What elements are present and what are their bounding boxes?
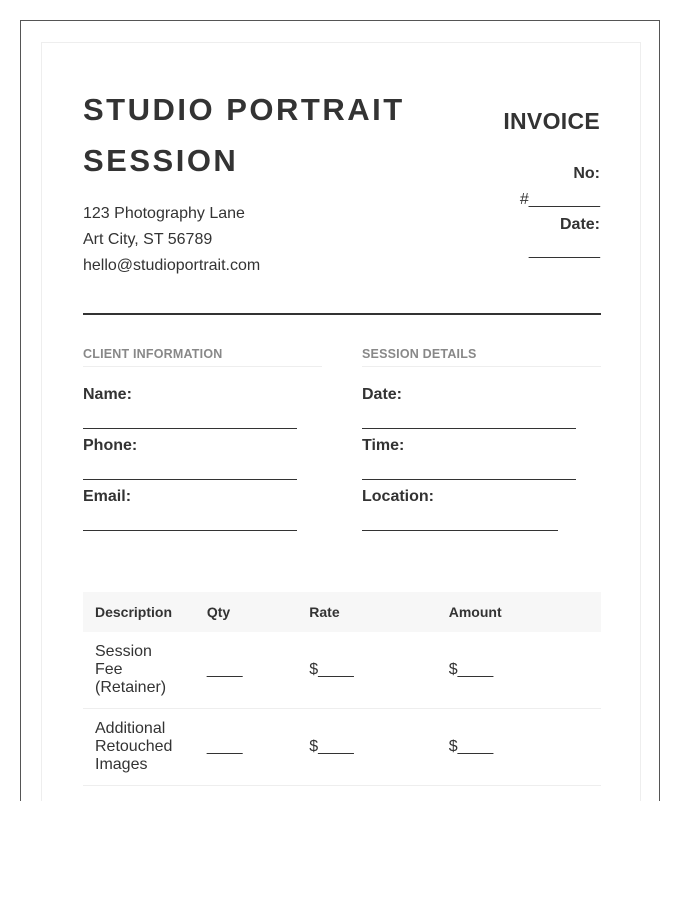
invoice-label: INVOICE: [503, 108, 600, 134]
invoice-date-label: Date:: [559, 216, 600, 233]
description-line: Fee: [95, 661, 123, 678]
description-line: Additional: [95, 720, 166, 737]
line-items-table: [83, 592, 601, 786]
business-address: [83, 201, 260, 279]
invoice-page: [41, 42, 641, 801]
session-date-line[interactable]: [362, 428, 576, 429]
client-phone-label: Phone:: [83, 437, 138, 454]
client-email-line[interactable]: [83, 530, 297, 531]
session-details-heading: SESSION DETAILS: [362, 347, 601, 367]
invoice-number-label: No:: [573, 165, 600, 182]
session-time-field[interactable]: [362, 437, 601, 480]
invoice-meta: [520, 161, 600, 263]
description-line: Retouched: [95, 738, 173, 755]
client-email-label: Email:: [83, 488, 132, 505]
business-email: hello@studioportrait.com: [83, 257, 261, 274]
session-location-field[interactable]: [362, 488, 601, 531]
column-header-amount: Amount: [437, 592, 601, 632]
table-row: [83, 709, 601, 786]
table-row: [83, 632, 601, 709]
client-information-heading: CLIENT INFORMATION: [83, 347, 322, 367]
address-street: 123 Photography Lane: [83, 205, 245, 222]
document-frame: [20, 20, 660, 801]
description-line: Session: [95, 643, 152, 660]
client-name-field[interactable]: [83, 386, 322, 429]
session-location-line[interactable]: [362, 530, 558, 531]
client-information-section: [83, 347, 322, 531]
row-qty[interactable]: ____: [195, 709, 297, 786]
table-header-row: [83, 592, 601, 632]
business-title: [83, 84, 443, 186]
client-phone-field[interactable]: [83, 437, 322, 480]
row-description: [83, 709, 195, 786]
row-qty[interactable]: ____: [195, 632, 297, 709]
title-line-1: STUDIO PORTRAIT: [83, 92, 405, 127]
title-line-2: SESSION: [83, 143, 239, 178]
description-line: (Retainer): [95, 679, 167, 696]
column-header-rate: Rate: [297, 592, 436, 632]
header-divider: [83, 313, 601, 315]
session-time-line[interactable]: [362, 479, 576, 480]
address-city: Art City, ST 56789: [83, 231, 213, 248]
description-line: Images: [95, 756, 148, 773]
column-header-description: Description: [83, 592, 195, 632]
session-location-label: Location:: [362, 488, 434, 505]
row-amount[interactable]: $____: [437, 709, 601, 786]
row-rate[interactable]: $____: [297, 709, 436, 786]
row-description: [83, 632, 195, 709]
row-amount[interactable]: $____: [437, 632, 601, 709]
session-details-section: [362, 347, 601, 531]
invoice-number-field[interactable]: #________: [519, 190, 600, 208]
row-rate[interactable]: $____: [297, 632, 436, 709]
client-name-label: Name:: [83, 386, 132, 403]
session-date-field[interactable]: [362, 386, 601, 429]
client-name-line[interactable]: [83, 428, 297, 429]
session-date-label: Date:: [362, 386, 403, 403]
column-header-qty: Qty: [195, 592, 297, 632]
invoice-date-field[interactable]: ________: [528, 241, 600, 259]
session-time-label: Time:: [362, 437, 405, 454]
client-phone-line[interactable]: [83, 479, 297, 480]
client-email-field[interactable]: [83, 488, 322, 531]
